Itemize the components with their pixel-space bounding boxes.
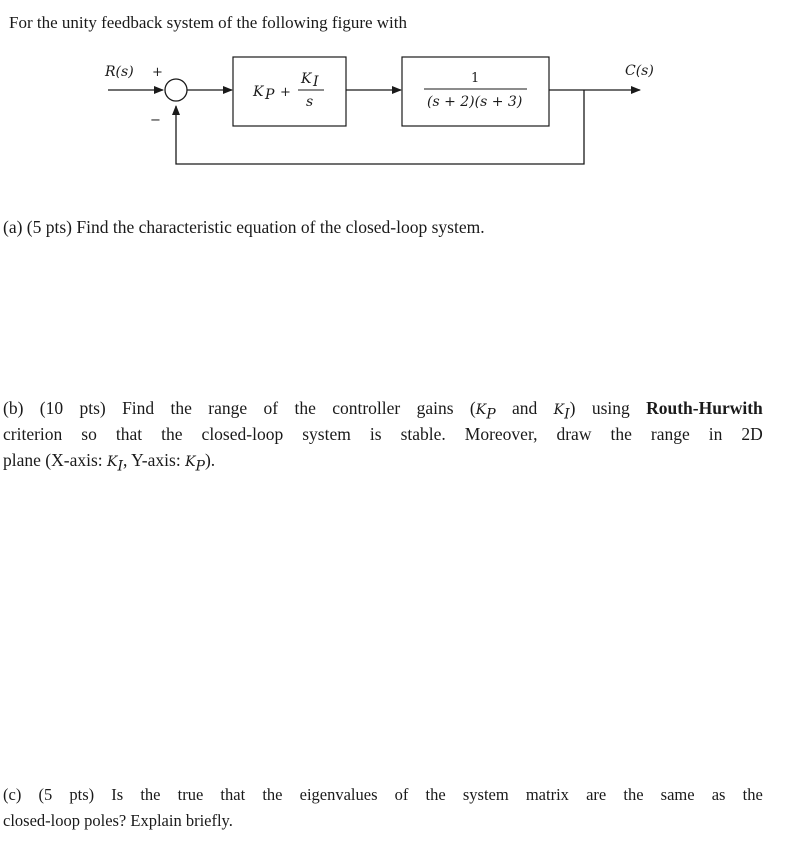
question-c-word: that bbox=[220, 785, 246, 804]
question-b-word: so bbox=[81, 424, 97, 444]
question-b-using: using bbox=[591, 398, 630, 418]
question-b-word: the bbox=[161, 424, 183, 444]
question-b-word: controller bbox=[332, 398, 401, 418]
question-c-word: (5 bbox=[38, 785, 53, 804]
input-label: R(s) bbox=[105, 64, 134, 80]
output-label: C(s) bbox=[625, 63, 654, 79]
plus-sign: + bbox=[152, 65, 163, 80]
question-b-word: is bbox=[369, 424, 382, 444]
question-b-word: range bbox=[208, 398, 248, 418]
kp-symbol: K bbox=[475, 402, 487, 418]
plant-num: 1 bbox=[471, 71, 480, 86]
summing-junction bbox=[165, 79, 187, 101]
controller-ki: K bbox=[301, 71, 312, 87]
question-c-word: system bbox=[462, 785, 509, 804]
question-b-word: (b) bbox=[3, 398, 24, 418]
question-c-word: are bbox=[586, 785, 607, 804]
controller-ki-sub: I bbox=[313, 74, 319, 90]
question-b-word: closed-loop bbox=[201, 424, 284, 444]
question-c-line2: closed-loop poles? Explain briefly. bbox=[3, 811, 233, 830]
question-c-word: the bbox=[140, 785, 161, 804]
y-axis-var: K bbox=[185, 454, 196, 470]
question-b-word: 2D bbox=[741, 424, 763, 444]
question-b-word: Find bbox=[122, 398, 155, 418]
question-c-word: the bbox=[623, 785, 644, 804]
question-c-line1 bbox=[3, 782, 763, 808]
question-b-word: draw bbox=[556, 424, 592, 444]
question-c-word: the bbox=[425, 785, 446, 804]
question-b-word: Moreover, bbox=[464, 424, 538, 444]
question-b-word: that bbox=[115, 424, 143, 444]
question-c-word: of bbox=[394, 785, 409, 804]
question-b-gains-group: ($K_P$ bbox=[469, 398, 496, 423]
controller-plus: + bbox=[280, 85, 291, 100]
question-c-word: as bbox=[711, 785, 726, 804]
plant-den: (s + 2)(s + 3) bbox=[427, 94, 523, 110]
minus-sign: − bbox=[150, 113, 161, 128]
question-b-line2 bbox=[3, 421, 763, 447]
controller-den: s bbox=[306, 94, 314, 110]
question-c-word: matrix bbox=[525, 785, 569, 804]
question-c-word: pts) bbox=[69, 785, 95, 804]
controller-kp-sub: P bbox=[265, 87, 275, 103]
question-b-word: the bbox=[294, 398, 316, 418]
question-b-word: range bbox=[650, 424, 690, 444]
ki-symbol: K bbox=[553, 402, 565, 418]
question-b-ki-group: $K_I$) bbox=[553, 398, 576, 423]
question-b-word: in bbox=[708, 424, 723, 444]
question-c-word: the bbox=[262, 785, 283, 804]
plant-block bbox=[402, 57, 549, 126]
question-b-word: the bbox=[170, 398, 192, 418]
routh-hurwitz-term: Routh-Hurwith bbox=[646, 398, 763, 418]
question-b-word: criterion bbox=[3, 424, 63, 444]
question-c-word: eigenvalues bbox=[299, 785, 378, 804]
question-b-word: system bbox=[302, 424, 351, 444]
question-b-word: of bbox=[263, 398, 279, 418]
question-b-line3: plane (X-axis: $K_I$, Y-axis: $K_P$). bbox=[3, 450, 216, 475]
controller-kp: K bbox=[253, 84, 264, 100]
question-b-and: and bbox=[511, 398, 538, 418]
question-a: (a) (5 pts) Find the characteristic equation of the closed-loop system. bbox=[3, 217, 485, 237]
block-diagram bbox=[0, 45, 799, 175]
question-c-word: (c) bbox=[3, 785, 22, 804]
question-b-word: (10 bbox=[39, 398, 64, 418]
question-b-word: gains bbox=[416, 398, 454, 418]
question-c-word: Is bbox=[111, 785, 124, 804]
question-c-word: the bbox=[742, 785, 763, 804]
question-b-word: pts) bbox=[79, 398, 106, 418]
question-c-word: true bbox=[177, 785, 204, 804]
question-b-word: stable. bbox=[400, 424, 446, 444]
question-c-word: same bbox=[660, 785, 695, 804]
intro-text: For the unity feedback system of the following figure with bbox=[9, 13, 407, 32]
question-b-word: the bbox=[610, 424, 632, 444]
x-axis-var: K bbox=[107, 454, 118, 470]
